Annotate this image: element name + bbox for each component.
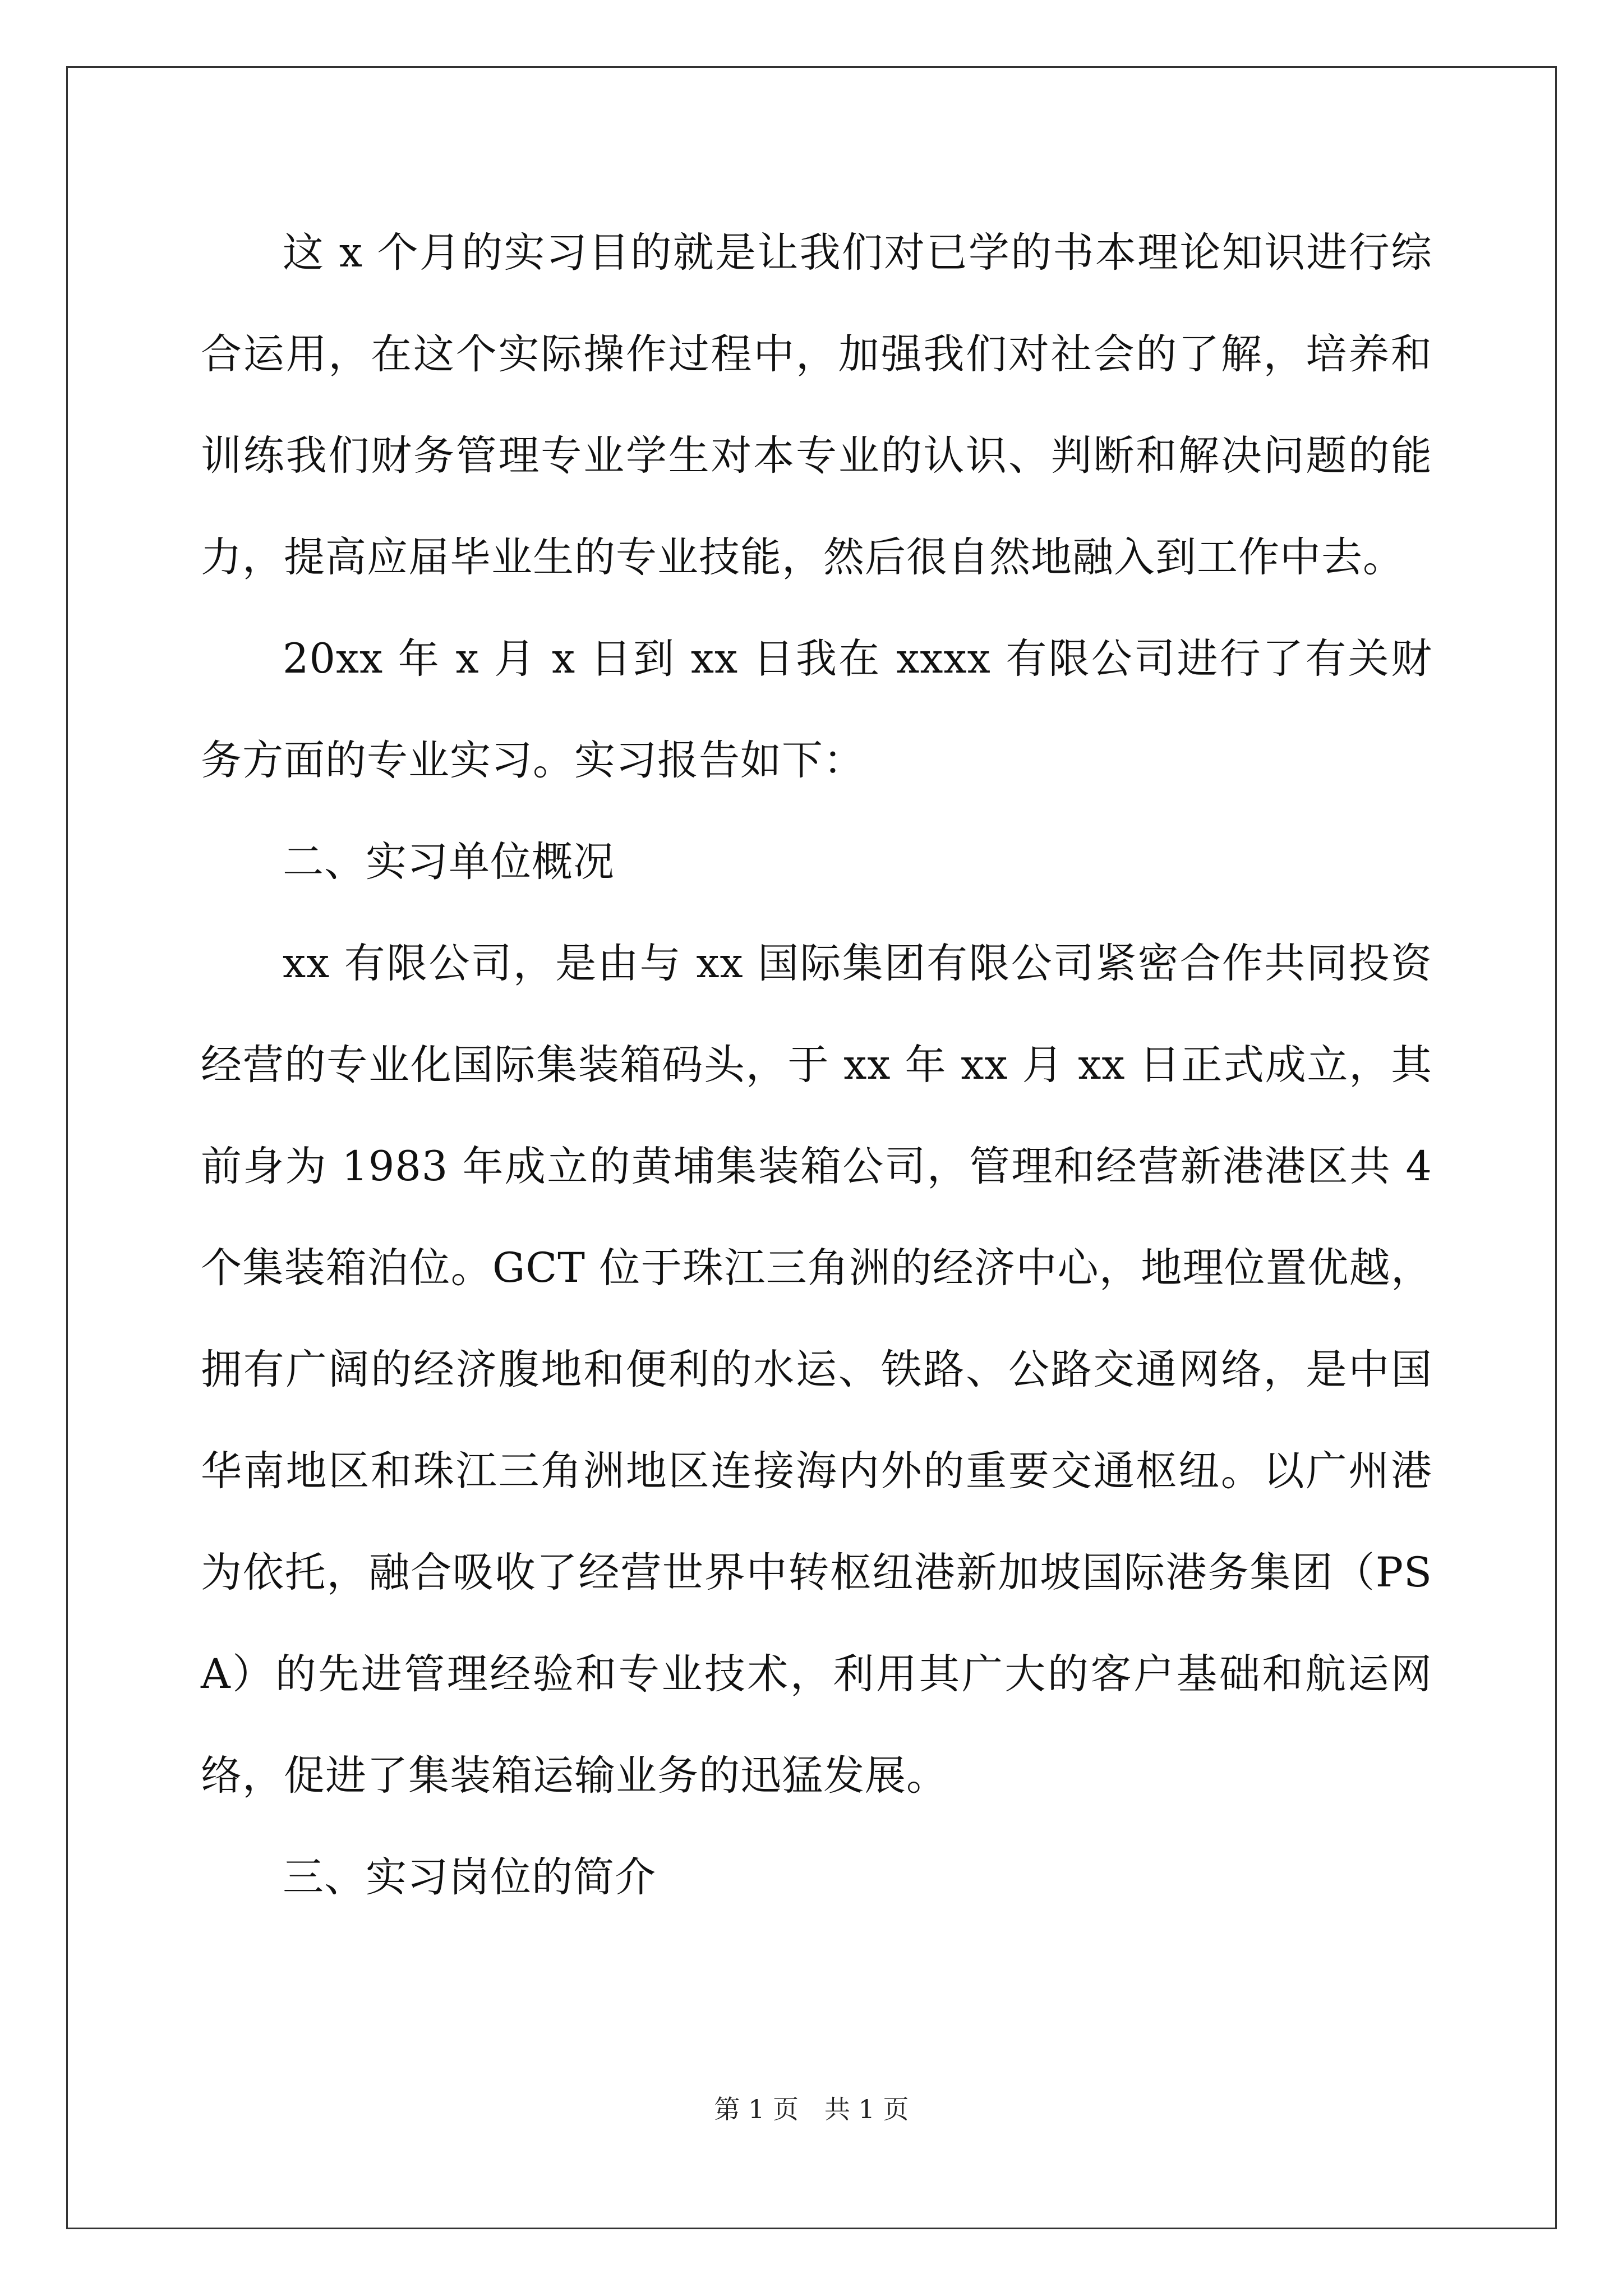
page-total: 共 1 页 [824, 2094, 909, 2124]
section-heading-position-intro: 三、实习岗位的简介 [283, 1853, 656, 1901]
paragraph-purpose: 这 x 个月的实习目的就是让我们对已学的书本理论知识进行综合运用，在这个实际操作过程中，加强我们对社会的了解，培养和训练我们财务管理专业学生对本专业的认识、判断和解决问题的能力，提高应届毕业生的专业技能，然后很自然地融入到工作中去。 [201, 229, 1432, 581]
section-heading-unit-overview: 二、实习单位概况 [283, 838, 615, 886]
paragraph-company-description: xx 有限公司，是由与 xx 国际集团有限公司紧密合作共同投资经营的专业化国际集装箱码头，于 xx 年 xx 月 xx 日正式成立，其前身为 1983 年成立的黄埔集装箱公司，管理和经营新港港区共 4 个集装箱泊位。GCT 位于珠江三角洲的经济中心，地理位置优越，拥有广阔的经济腹地和便利的水运、铁路、公路交通网络，是中国华南地区和珠江三角洲地区连接海内外的重要交通枢纽。以广州港为依托，融合吸收了经营世界中转枢纽港新加坡国际港务集团（PSA）的先进管理经验和专业技术，利用其广大的客户基础和航运网络，促进了集装箱运输业务的迅猛发展。 [201, 940, 1432, 1800]
page-number: 第 1 页 [714, 2094, 799, 2124]
paragraph-internship-period: 20xx 年 x 月 x 日到 xx 日我在 xxxx 有限公司进行了有关财务方面的专业实习。实习报告如下： [201, 635, 1432, 784]
document-body [201, 202, 1432, 1928]
page-footer [0, 2092, 1623, 2126]
